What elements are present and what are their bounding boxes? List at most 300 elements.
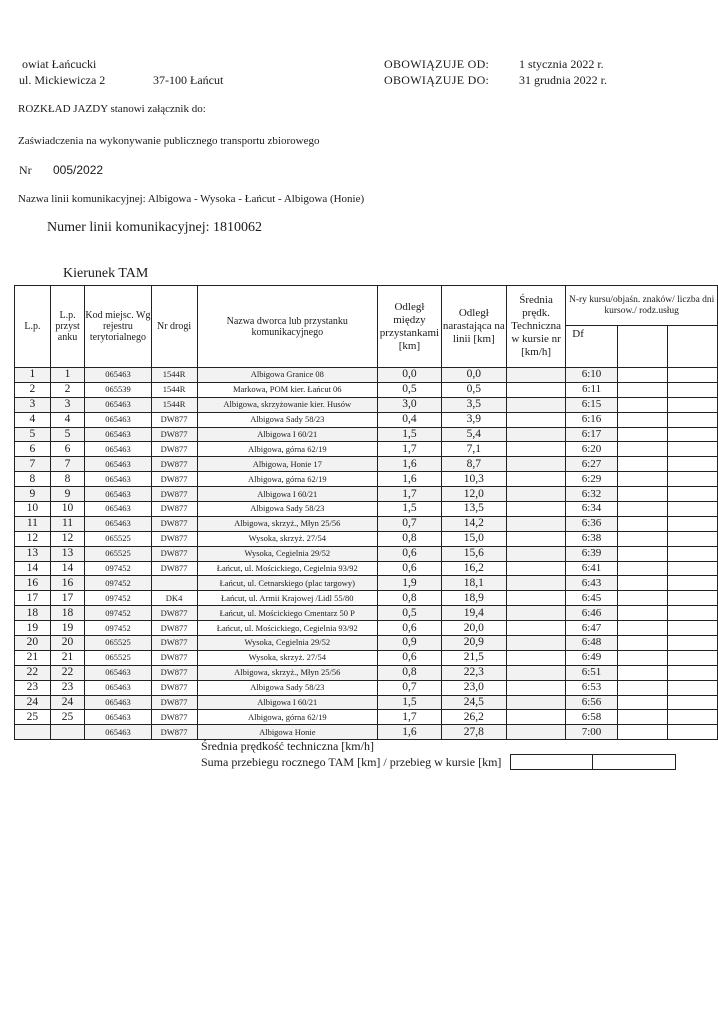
- cell-lp-stop: 1: [50, 368, 84, 383]
- cell-dist-cumulative: 8,7: [441, 457, 506, 472]
- cell-lp: 20: [15, 636, 51, 651]
- table-row: [15, 710, 718, 725]
- cell-code: 065463: [85, 487, 151, 502]
- cell-dist-between: 0,8: [378, 531, 442, 546]
- cell-code: 065463: [85, 680, 151, 695]
- cell-lp: 2: [15, 382, 51, 397]
- cell-lp: 1: [15, 368, 51, 383]
- cell-lp-stop: 11: [50, 516, 84, 531]
- table-row: [15, 576, 718, 591]
- cell-lp-stop: 4: [50, 412, 84, 427]
- organizer-name: owiat Łańcucki: [22, 57, 97, 71]
- cell-code: 065525: [85, 650, 151, 665]
- cell-road: DW877: [151, 695, 197, 710]
- cell-dist-between: 0,7: [378, 516, 442, 531]
- cell-course-2: [617, 382, 668, 397]
- cell-stop-name: Wysoka, Cegielnia 29/52: [197, 546, 378, 561]
- table-row: [15, 561, 718, 576]
- cell-departure-time: 6:38: [566, 531, 617, 546]
- cell-departure-time: 6:43: [566, 576, 617, 591]
- cell-lp-stop: 20: [50, 636, 84, 651]
- cell-lp: 6: [15, 442, 51, 457]
- cell-dist-between: 0,4: [378, 412, 442, 427]
- cell-dist-between: 0,5: [378, 606, 442, 621]
- cell-course-2: [617, 680, 668, 695]
- cell-course-2: [617, 650, 668, 665]
- cell-departure-time: 6:17: [566, 427, 617, 442]
- cell-lp: 5: [15, 427, 51, 442]
- cell-stop-name: Albigowa, Honie 17: [197, 457, 378, 472]
- schedule-note: ROZKŁAD JAZDY stanowi załącznik do:: [18, 103, 206, 115]
- cell-stop-name: Łańcut, ul. Cetnarskiego (plac targowy): [197, 576, 378, 591]
- cell-departure-time: 6:29: [566, 472, 617, 487]
- cell-dist-cumulative: 3,9: [441, 412, 506, 427]
- cell-code: 065463: [85, 412, 151, 427]
- cell-lp-stop: 9: [50, 487, 84, 502]
- cell-course-2: [617, 502, 668, 517]
- col-header-dist-cumulative: Odległ narastająca na linii [km]: [441, 286, 506, 368]
- cell-departure-time: 6:32: [566, 487, 617, 502]
- cell-lp: 8: [15, 472, 51, 487]
- cell-dist-cumulative: 23,0: [441, 680, 506, 695]
- cell-dist-between: 1,6: [378, 725, 442, 740]
- cell-avg-speed: [506, 382, 565, 397]
- table-row: [15, 382, 718, 397]
- cell-lp-stop: 8: [50, 472, 84, 487]
- cell-stop-name: Łańcut, ul. Mościckiego, Cegielnia 93/92: [197, 621, 378, 636]
- avg-speed-label: Średnia prędkość techniczna [km/h]: [201, 739, 374, 753]
- cell-departure-time: 6:34: [566, 502, 617, 517]
- cell-dist-between: 0,7: [378, 680, 442, 695]
- cell-lp: 24: [15, 695, 51, 710]
- cell-lp: 16: [15, 576, 51, 591]
- cell-course-2: [617, 368, 668, 383]
- cell-stop-name: Łańcut, ul. Mościckiego Cmentarz 50 P: [197, 606, 378, 621]
- cell-avg-speed: [506, 665, 565, 680]
- cell-dist-cumulative: 0,0: [441, 368, 506, 383]
- cell-dist-cumulative: 7,1: [441, 442, 506, 457]
- cell-avg-speed: [506, 576, 565, 591]
- cell-code: 065463: [85, 472, 151, 487]
- cell-course-3: [668, 591, 718, 606]
- col-header-lp: L.p.: [15, 286, 51, 368]
- cell-dist-cumulative: 27,8: [441, 725, 506, 740]
- cell-lp-stop: 5: [50, 427, 84, 442]
- cell-stop-name: Wysoka, skrzyż. 27/54: [197, 531, 378, 546]
- cell-lp: 11: [15, 516, 51, 531]
- cell-course-2: [617, 472, 668, 487]
- cell-code: 097452: [85, 561, 151, 576]
- cell-course-3: [668, 710, 718, 725]
- table-row: [15, 487, 718, 502]
- cell-lp-stop: 14: [50, 561, 84, 576]
- cell-course-3: [668, 576, 718, 591]
- cell-stop-name: Albigowa I 60/21: [197, 427, 378, 442]
- cell-avg-speed: [506, 725, 565, 740]
- cell-lp: 17: [15, 591, 51, 606]
- cell-departure-time: 6:11: [566, 382, 617, 397]
- cell-lp-stop: 22: [50, 665, 84, 680]
- table-row: [15, 606, 718, 621]
- cell-road: DW877: [151, 606, 197, 621]
- cell-course-2: [617, 636, 668, 651]
- cell-avg-speed: [506, 397, 565, 412]
- table-row: [15, 591, 718, 606]
- cell-stop-name: Albigowa, skrzyżowanie kier. Husów: [197, 397, 378, 412]
- cell-code: 065539: [85, 382, 151, 397]
- cell-avg-speed: [506, 636, 565, 651]
- cell-dist-between: 1,5: [378, 427, 442, 442]
- cell-code: 065463: [85, 427, 151, 442]
- cell-stop-name: Albigowa Honie: [197, 725, 378, 740]
- cell-code: 097452: [85, 621, 151, 636]
- cell-code: 065463: [85, 457, 151, 472]
- cell-dist-between: 1,7: [378, 487, 442, 502]
- cell-avg-speed: [506, 710, 565, 725]
- cell-lp-stop: 23: [50, 680, 84, 695]
- cell-road: DW877: [151, 472, 197, 487]
- cell-course-3: [668, 680, 718, 695]
- cell-course-2: [617, 442, 668, 457]
- cell-course-3: [668, 412, 718, 427]
- col-header-df: Df: [566, 326, 617, 368]
- cell-lp: 4: [15, 412, 51, 427]
- cell-departure-time: 6:46: [566, 606, 617, 621]
- cell-dist-cumulative: 5,4: [441, 427, 506, 442]
- cell-course-3: [668, 650, 718, 665]
- cell-dist-between: 1,9: [378, 576, 442, 591]
- cell-course-3: [668, 725, 718, 740]
- cell-dist-cumulative: 10,3: [441, 472, 506, 487]
- cell-course-2: [617, 665, 668, 680]
- table-row: [15, 680, 718, 695]
- nr-label: Nr: [19, 163, 32, 177]
- cell-stop-name: Wysoka, skrzyż. 27/54: [197, 650, 378, 665]
- cell-dist-between: 1,5: [378, 695, 442, 710]
- table-row: [15, 531, 718, 546]
- cell-code: 065463: [85, 397, 151, 412]
- cell-lp-stop: 18: [50, 606, 84, 621]
- cell-departure-time: 6:49: [566, 650, 617, 665]
- col-header-lp-stop: L.p. przyst anku: [50, 286, 84, 368]
- cell-departure-time: 6:27: [566, 457, 617, 472]
- cell-avg-speed: [506, 531, 565, 546]
- cell-dist-cumulative: 18,1: [441, 576, 506, 591]
- cell-dist-cumulative: 16,2: [441, 561, 506, 576]
- direction-title: Kierunek TAM: [63, 266, 149, 281]
- cell-lp: 10: [15, 502, 51, 517]
- cell-dist-cumulative: 24,5: [441, 695, 506, 710]
- cell-avg-speed: [506, 621, 565, 636]
- cell-road: 1544R: [151, 368, 197, 383]
- cell-stop-name: Wysoka, Cegielnia 29/52: [197, 636, 378, 651]
- cell-dist-between: 1,6: [378, 472, 442, 487]
- cell-road: 1544R: [151, 382, 197, 397]
- cell-avg-speed: [506, 487, 565, 502]
- col-header-courses: N-ry kursu/objaśn. znaków/ liczba dni kursow./ rodz.usług: [566, 286, 718, 326]
- cell-code: 065463: [85, 725, 151, 740]
- cell-departure-time: 6:58: [566, 710, 617, 725]
- cell-stop-name: Łańcut, ul. Armii Krajowej /Lidl 55/80: [197, 591, 378, 606]
- cell-dist-cumulative: 14,2: [441, 516, 506, 531]
- cell-code: 097452: [85, 606, 151, 621]
- cell-avg-speed: [506, 546, 565, 561]
- certificate-text: Zaświadczenia na wykonywanie publicznego transportu zbiorowego: [18, 135, 320, 147]
- cell-road: DW877: [151, 710, 197, 725]
- col-header-code: Kod miejsc. Wg rejestru terytorialnego: [85, 286, 151, 368]
- cell-code: 065525: [85, 531, 151, 546]
- table-row: [15, 397, 718, 412]
- cell-dist-cumulative: 15,0: [441, 531, 506, 546]
- cell-departure-time: 6:51: [566, 665, 617, 680]
- cell-road: [151, 576, 197, 591]
- cell-stop-name: Albigowa, górna 62/19: [197, 710, 378, 725]
- cell-course-3: [668, 472, 718, 487]
- table-row: [15, 368, 718, 383]
- table-row: [15, 695, 718, 710]
- cell-lp-stop: 12: [50, 531, 84, 546]
- line-name: Nazwa linii komunikacyjnej: Albigowa - Wysoka - Łańcut - Albigowa (Honie): [18, 193, 365, 205]
- cell-lp-stop: 16: [50, 576, 84, 591]
- cell-code: 065525: [85, 636, 151, 651]
- cell-course-2: [617, 412, 668, 427]
- cell-stop-name: Albigowa, górna 62/19: [197, 472, 378, 487]
- cell-stop-name: Albigowa I 60/21: [197, 695, 378, 710]
- cell-avg-speed: [506, 591, 565, 606]
- cell-dist-cumulative: 15,6: [441, 546, 506, 561]
- cell-dist-between: 1,6: [378, 457, 442, 472]
- cell-road: DW877: [151, 621, 197, 636]
- cell-stop-name: Albigowa Sady 58/23: [197, 680, 378, 695]
- cell-lp-stop: 19: [50, 621, 84, 636]
- line-number: Numer linii komunikacyjnej: 1810062: [47, 220, 263, 235]
- cell-avg-speed: [506, 561, 565, 576]
- cell-stop-name: Albigowa Granice 08: [197, 368, 378, 383]
- col-header-road: Nr drogi: [151, 286, 197, 368]
- table-row: [15, 621, 718, 636]
- cell-code: 065463: [85, 665, 151, 680]
- table-row: [15, 636, 718, 651]
- nr-value: 005/2022: [53, 163, 104, 177]
- cell-dist-cumulative: 20,0: [441, 621, 506, 636]
- cell-dist-between: 0,6: [378, 650, 442, 665]
- table-row: [15, 725, 718, 740]
- cell-lp-stop: 24: [50, 695, 84, 710]
- cell-dist-cumulative: 18,9: [441, 591, 506, 606]
- cell-avg-speed: [506, 516, 565, 531]
- timetable: [14, 285, 718, 740]
- table-row: [15, 516, 718, 531]
- cell-departure-time: 6:20: [566, 442, 617, 457]
- table-row: [15, 442, 718, 457]
- cell-avg-speed: [506, 368, 565, 383]
- cell-course-2: [617, 487, 668, 502]
- cell-dist-between: 1,7: [378, 442, 442, 457]
- cell-course-3: [668, 606, 718, 621]
- cell-course-2: [617, 621, 668, 636]
- cell-road: DW877: [151, 457, 197, 472]
- cell-lp: 23: [15, 680, 51, 695]
- cell-course-3: [668, 502, 718, 517]
- cell-code: 065463: [85, 502, 151, 517]
- cell-avg-speed: [506, 502, 565, 517]
- cell-departure-time: 6:45: [566, 591, 617, 606]
- cell-dist-between: 1,5: [378, 502, 442, 517]
- cell-lp: 25: [15, 710, 51, 725]
- cell-road: DW877: [151, 650, 197, 665]
- cell-dist-between: 0,0: [378, 368, 442, 383]
- cell-road: DW877: [151, 502, 197, 517]
- cell-lp-stop: 13: [50, 546, 84, 561]
- annual-sum-box-1: [510, 754, 594, 770]
- cell-course-3: [668, 531, 718, 546]
- cell-lp: 19: [15, 621, 51, 636]
- cell-dist-cumulative: 13,5: [441, 502, 506, 517]
- cell-stop-name: Albigowa Sady 58/23: [197, 502, 378, 517]
- cell-stop-name: Albigowa, górna 62/19: [197, 442, 378, 457]
- valid-to-value: 31 grudnia 2022 r.: [519, 73, 607, 87]
- cell-lp-stop: 3: [50, 397, 84, 412]
- table-row: [15, 502, 718, 517]
- cell-code: 097452: [85, 591, 151, 606]
- cell-departure-time: 6:56: [566, 695, 617, 710]
- cell-lp: 13: [15, 546, 51, 561]
- cell-course-3: [668, 546, 718, 561]
- cell-dist-between: 1,7: [378, 710, 442, 725]
- cell-avg-speed: [506, 442, 565, 457]
- cell-dist-between: 0,9: [378, 636, 442, 651]
- cell-lp-stop: 10: [50, 502, 84, 517]
- table-row: [15, 665, 718, 680]
- cell-lp-stop: 2: [50, 382, 84, 397]
- cell-course-2: [617, 710, 668, 725]
- cell-departure-time: 6:41: [566, 561, 617, 576]
- cell-dist-between: 0,6: [378, 621, 442, 636]
- cell-avg-speed: [506, 457, 565, 472]
- cell-stop-name: Albigowa, skrzyż., Młyn 25/56: [197, 516, 378, 531]
- cell-road: DW877: [151, 412, 197, 427]
- cell-dist-cumulative: 12,0: [441, 487, 506, 502]
- table-row: [15, 472, 718, 487]
- cell-lp-stop: 25: [50, 710, 84, 725]
- cell-stop-name: Łańcut, ul. Mościckiego, Cegielnia 93/92: [197, 561, 378, 576]
- cell-dist-between: 0,8: [378, 591, 442, 606]
- cell-course-2: [617, 427, 668, 442]
- cell-road: DW877: [151, 561, 197, 576]
- cell-lp: 3: [15, 397, 51, 412]
- cell-road: DK4: [151, 591, 197, 606]
- cell-departure-time: 6:10: [566, 368, 617, 383]
- cell-avg-speed: [506, 695, 565, 710]
- cell-course-3: [668, 516, 718, 531]
- cell-lp: 7: [15, 457, 51, 472]
- valid-to-label: OBOWIĄZUJE DO:: [384, 73, 490, 87]
- cell-code: 065463: [85, 695, 151, 710]
- cell-departure-time: 6:16: [566, 412, 617, 427]
- cell-dist-between: 0,6: [378, 546, 442, 561]
- cell-course-3: [668, 368, 718, 383]
- cell-course-3: [668, 621, 718, 636]
- cell-dist-cumulative: 21,5: [441, 650, 506, 665]
- cell-dist-cumulative: 0,5: [441, 382, 506, 397]
- cell-course-3: [668, 487, 718, 502]
- cell-dist-cumulative: 26,2: [441, 710, 506, 725]
- table-row: [15, 427, 718, 442]
- cell-lp-stop: [50, 725, 84, 740]
- cell-road: DW877: [151, 531, 197, 546]
- cell-course-3: [668, 427, 718, 442]
- cell-road: DW877: [151, 546, 197, 561]
- col-header-course-3: [668, 326, 718, 368]
- cell-dist-cumulative: 20,9: [441, 636, 506, 651]
- table-row: [15, 650, 718, 665]
- cell-code: 065525: [85, 546, 151, 561]
- valid-from-value: 1 stycznia 2022 r.: [519, 57, 604, 71]
- cell-road: DW877: [151, 680, 197, 695]
- cell-code: 097452: [85, 576, 151, 591]
- cell-road: DW877: [151, 665, 197, 680]
- cell-departure-time: 6:48: [566, 636, 617, 651]
- cell-course-3: [668, 665, 718, 680]
- cell-avg-speed: [506, 412, 565, 427]
- cell-lp: 21: [15, 650, 51, 665]
- col-header-avg-speed: Średnia prędk. Techniczna w kursie nr [km/h]: [506, 286, 565, 368]
- cell-avg-speed: [506, 680, 565, 695]
- cell-course-2: [617, 561, 668, 576]
- table-row: [15, 412, 718, 427]
- cell-course-3: [668, 457, 718, 472]
- cell-departure-time: 6:47: [566, 621, 617, 636]
- cell-dist-between: 0,6: [378, 561, 442, 576]
- cell-code: 065463: [85, 442, 151, 457]
- cell-road: DW877: [151, 516, 197, 531]
- cell-course-2: [617, 725, 668, 740]
- cell-course-2: [617, 397, 668, 412]
- annual-sum-box-2: [592, 754, 676, 770]
- cell-stop-name: Albigowa Sady 58/23: [197, 412, 378, 427]
- cell-course-2: [617, 576, 668, 591]
- cell-dist-cumulative: 22,3: [441, 665, 506, 680]
- cell-road: DW877: [151, 725, 197, 740]
- cell-dist-between: 0,8: [378, 665, 442, 680]
- cell-lp: 22: [15, 665, 51, 680]
- cell-course-2: [617, 531, 668, 546]
- cell-lp-stop: 6: [50, 442, 84, 457]
- cell-departure-time: 7:00: [566, 725, 617, 740]
- cell-lp-stop: 17: [50, 591, 84, 606]
- cell-course-2: [617, 457, 668, 472]
- cell-road: 1544R: [151, 397, 197, 412]
- cell-dist-between: 0,5: [378, 382, 442, 397]
- cell-avg-speed: [506, 427, 565, 442]
- cell-course-2: [617, 516, 668, 531]
- table-row: [15, 546, 718, 561]
- col-header-course-2: [617, 326, 668, 368]
- col-header-name: Nazwa dworca lub przystanku komunikacyjnego: [197, 286, 378, 368]
- cell-lp-stop: 21: [50, 650, 84, 665]
- organizer-street: ul. Mickiewicza 2: [19, 73, 106, 87]
- cell-departure-time: 6:39: [566, 546, 617, 561]
- cell-departure-time: 6:15: [566, 397, 617, 412]
- cell-stop-name: Albigowa, skrzyż., Młyn 25/56: [197, 665, 378, 680]
- cell-avg-speed: [506, 606, 565, 621]
- cell-code: 065463: [85, 368, 151, 383]
- cell-course-2: [617, 695, 668, 710]
- cell-course-3: [668, 561, 718, 576]
- col-header-dist-between: Odległ między przystankami [km]: [378, 286, 442, 368]
- annual-sum-label: Suma przebiegu rocznego TAM [km] / przebieg w kursie [km]: [201, 755, 502, 769]
- cell-avg-speed: [506, 650, 565, 665]
